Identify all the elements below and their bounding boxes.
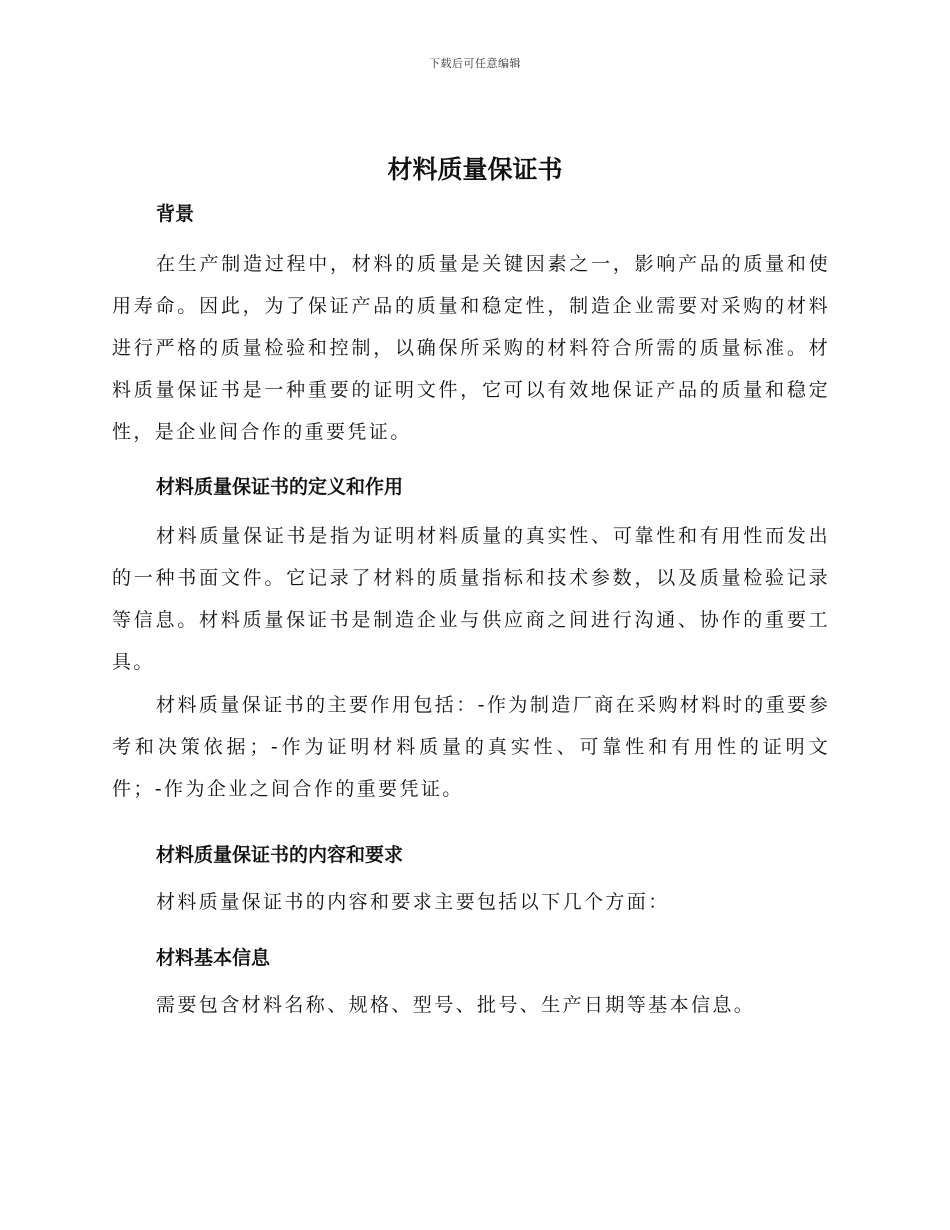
paragraph-background: 在生产制造过程中，材料的质量是关键因素之一，影响产品的质量和使用寿命。因此，为了保证产品的质量和稳定性，制造企业需要对采购的材料进行严格的质量检验和控制，以确保所采购的材料符合所需的质量标准。材料质量保证书是一种重要的证明文件，它可以有效地保证产品的质量和稳定性，是企业间合作的重要凭证。 bbox=[112, 253, 830, 443]
paragraph-basic-info: 需要包含材料名称、规格、型号、批号、生产日期等基本信息。 bbox=[156, 994, 756, 1016]
paragraph-definition: 材料质量保证书是指为证明材料质量的真实性、可靠性和有用性而发出的一种书面文件。它记录了材料的质量指标和技术参数，以及质量检验记录等信息。材料质量保证书是制造企业与供应商之间进行沟通、协作的重要工具。 bbox=[112, 525, 830, 673]
document-title: 材料质量保证书 bbox=[387, 155, 563, 184]
paragraph-functions: 材料质量保证书的主要作用包括：-作为制造厂商在采购材料时的重要参考和决策依据；-作为证明材料质量的真实性、可靠性和有用性的证明文件；-作为企业之间合作的重要凭证。 bbox=[112, 694, 830, 800]
section-heading-content: 材料质量保证书的内容和要求 bbox=[156, 844, 404, 866]
header-note: 下载后可任意编辑 bbox=[429, 57, 521, 70]
paragraph-content: 材料质量保证书的内容和要求主要包括以下几个方面： bbox=[156, 891, 670, 913]
section-heading-definition: 材料质量保证书的定义和作用 bbox=[156, 476, 404, 498]
section-heading-basic-info: 材料基本信息 bbox=[156, 947, 271, 969]
section-heading-background: 背景 bbox=[156, 203, 195, 225]
